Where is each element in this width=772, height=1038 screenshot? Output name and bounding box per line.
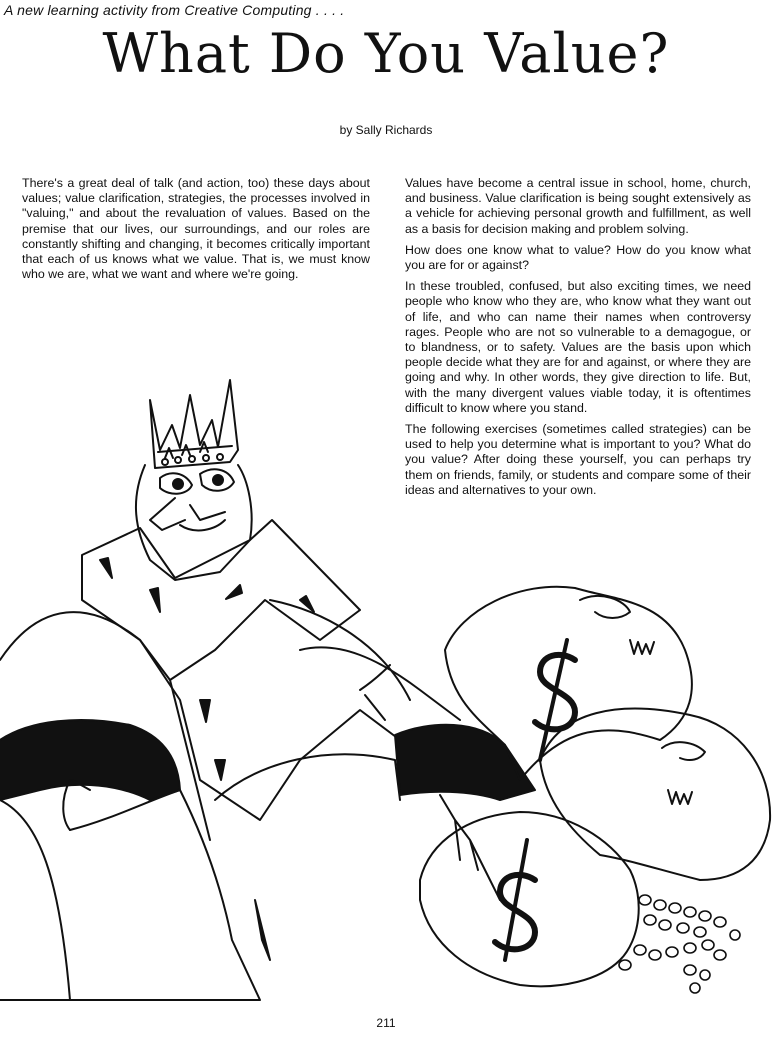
page-title: What Do You Value?	[102, 22, 670, 85]
kicker-line: A new learning activity from Creative Computing . . . .	[4, 2, 345, 18]
crown-icon	[150, 380, 238, 468]
paragraph: There's a great deal of talk (and action, too) these days about values; value clarification, strategies, the processes involved in "valuing," and about the revaluation of values. Based on the premise that our lives, our surroundings, and our roles are constantly shifting and changing, it becomes critically important that each of us knows what we value. That is, we must know who we are, what we want and where we're going.	[22, 176, 370, 282]
fur-cuff-left	[0, 720, 270, 1000]
coins-pile	[619, 895, 740, 993]
dollar-sign-icon	[495, 640, 575, 960]
king-with-money-bags-illustration	[0, 340, 772, 1020]
paragraph: In these troubled, confused, but also exciting times, we need people who know who they are, who know what they want out of life, and who can name their names when controversy rages. People who are not so vulnerable to a demagogue, or to blandness, or to safety. Values are the basis upon which people decide what they are for and against, or where they are going and why. In other words, they give direction to life. But, with the many divergent values viable today, it is oftentimes difficult to know where you stand.	[405, 279, 751, 415]
fur-cuff-right	[215, 725, 535, 900]
paragraph: How does one know what to value? How do you know what you are for or against?	[405, 242, 751, 273]
page-number: 211	[376, 1016, 396, 1030]
robe	[0, 520, 460, 840]
paragraph: Values have become a central issue in school, home, church, and business. Value clarification is being sought extensively as a vehicle for achieving personal growth and fulfillment, as well as a basis for decision making and problem solving.	[405, 176, 751, 236]
king-head	[136, 465, 252, 580]
money-bag-bottom	[420, 812, 639, 986]
paragraph: The following exercises (sometimes called strategies) can be used to help you determine what is important to you? What do you value? After doing these yourself, you can perhaps try them on friends, family, or students and compare some of their ideas and alternatives to your own.	[405, 422, 751, 497]
byline: by Sally Richards	[339, 123, 433, 137]
money-bag-middle	[540, 709, 770, 880]
article-column-left	[22, 176, 370, 282]
